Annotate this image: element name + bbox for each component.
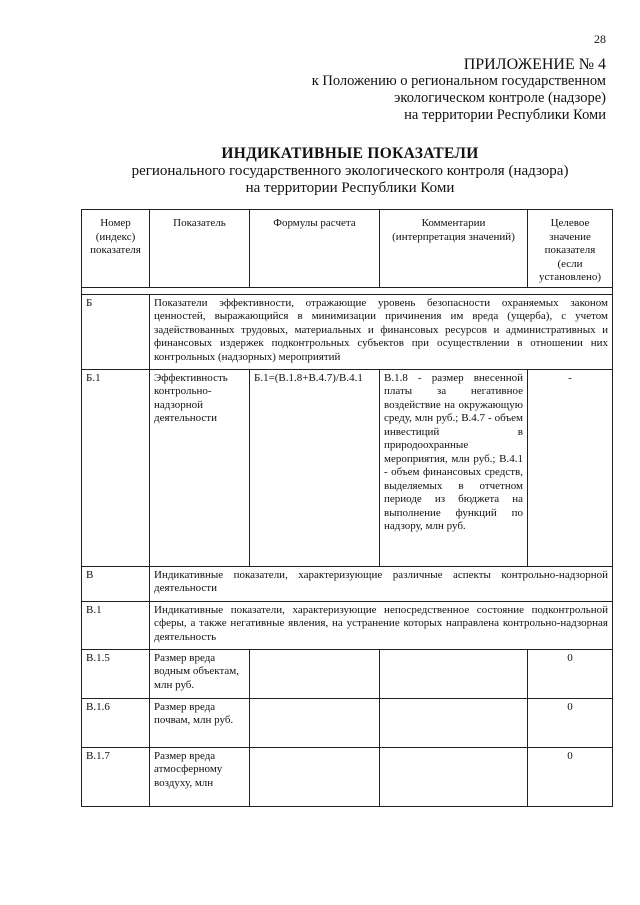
indicators-table xyxy=(81,209,613,807)
table-row xyxy=(82,601,613,649)
row-target: 0 xyxy=(528,698,613,747)
row-number: В.1.6 xyxy=(82,698,150,747)
appendix-number: ПРИЛОЖЕНИЕ № 4 xyxy=(463,56,606,73)
row-target: - xyxy=(528,369,613,566)
row-number: В.1.7 xyxy=(82,747,150,806)
row-comments xyxy=(380,747,528,806)
appendix-line: к Положению о региональном государственном xyxy=(311,73,606,89)
header-formula: Формулы расчета xyxy=(250,210,380,288)
row-section-text: Показатели эффективности, отражающие уровень безопасности охраняемых законом ценностей, выражающийся в минимизации причинения им вреда (ущерба), с учетом задействованных трудовых, материальных и финансовых ресурсов и административных и финансовых издержек подконтрольных субъектов при осуществлении в отношении них контрольных (надзорных) мероприятий xyxy=(150,294,613,369)
row-indicator: Размер вреда водным объектам, млн руб. xyxy=(150,649,250,698)
appendix-line: на территории Республики Коми xyxy=(404,107,606,123)
table-row xyxy=(82,747,613,806)
table-row xyxy=(82,294,613,369)
row-formula xyxy=(250,649,380,698)
row-target: 0 xyxy=(528,649,613,698)
appendix-line: экологическом контроле (надзоре) xyxy=(394,90,606,106)
table-row xyxy=(82,369,613,566)
row-indicator: Размер вреда атмосферному воздуху, млн xyxy=(150,747,250,806)
table-row xyxy=(82,566,613,601)
row-comments: В.1.8 - размер внесенной платы за негативное воздействие на окружающую среду, млн руб.; В.4.7 - объем инвестиций в природоохранные мероприятия, млн руб.; В.4.1 - объем финансовых средств, выделяемых в отчетном периоде из бюджета на выполнение функций по надзору, млн руб. xyxy=(380,369,528,566)
row-number: В xyxy=(82,566,150,601)
row-number: Б.1 xyxy=(82,369,150,566)
row-number: В.1.5 xyxy=(82,649,150,698)
row-comments xyxy=(380,698,528,747)
document-title xyxy=(60,144,640,197)
title-main: ИНДИКАТИВНЫЕ ПОКАЗАТЕЛИ xyxy=(221,145,479,162)
header-comments: Комментарии (интерпретация значений) xyxy=(380,210,528,288)
row-comments xyxy=(380,649,528,698)
table-row xyxy=(82,649,613,698)
table-header-row xyxy=(82,210,613,288)
header-number: Номер (индекс) показателя xyxy=(82,210,150,288)
row-indicator: Эффективность контрольно-надзорной деятельности xyxy=(150,369,250,566)
row-indicator: Размер вреда почвам, млн руб. xyxy=(150,698,250,747)
appendix-header xyxy=(312,56,606,124)
row-formula xyxy=(250,747,380,806)
title-sub: на территории Республики Коми xyxy=(245,180,455,196)
title-sub: регионального государственного экологического контроля (надзора) xyxy=(131,163,569,179)
row-number: Б xyxy=(82,294,150,369)
page-number: 28 xyxy=(594,32,606,46)
row-section-text: Индикативные показатели, характеризующие непосредственное состояние подконтрольной сферы, а также негативные явления, на устранение которых направлена контрольно-надзорная деятельность xyxy=(150,601,613,649)
header-indicator: Показатель xyxy=(150,210,250,288)
header-target: Целевое значение показателя (если установлено) xyxy=(528,210,613,288)
row-formula xyxy=(250,698,380,747)
row-target: 0 xyxy=(528,747,613,806)
row-section-text: Индикативные показатели, характеризующие различные аспекты контрольно-надзорной деятельности xyxy=(150,566,613,601)
row-number: В.1 xyxy=(82,601,150,649)
row-formula: Б.1=(В.1.8+В.4.7)/В.4.1 xyxy=(250,369,380,566)
table-row xyxy=(82,698,613,747)
